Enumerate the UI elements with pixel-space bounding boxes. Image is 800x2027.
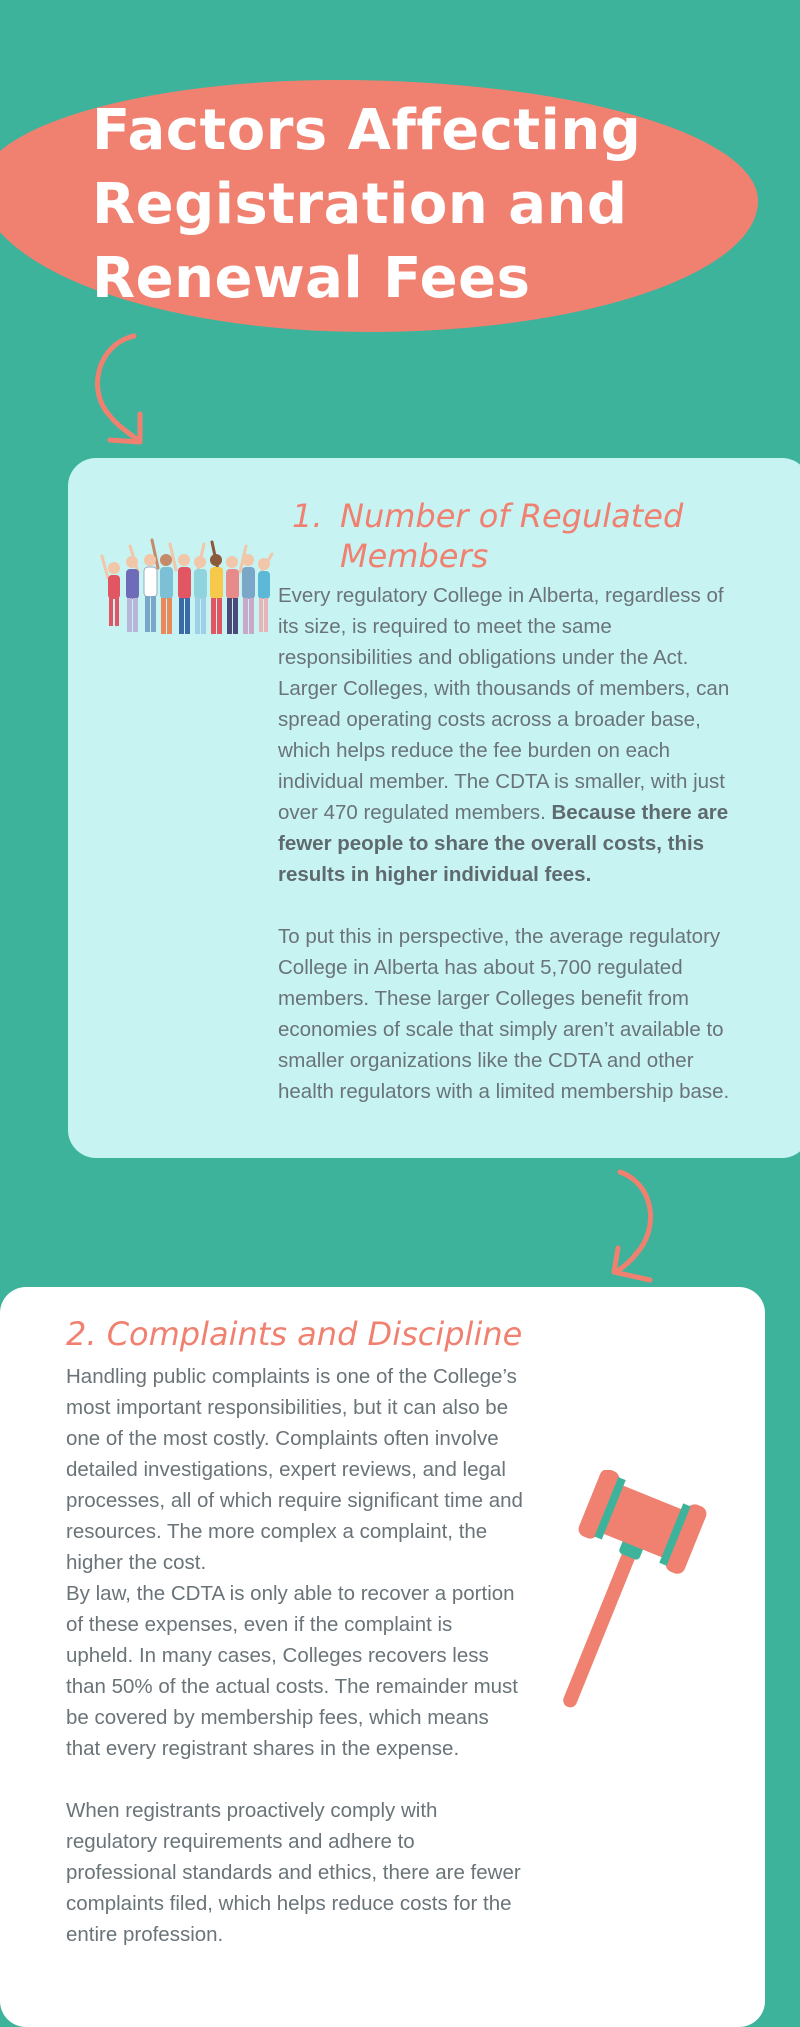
section2-paragraph2: By law, the CDTA is only able to recover a portion of these expenses, even if the complaint is upheld. In many cases, Colleges recovers less than 50% of the actual costs. The remainder must be covered by membership fees, which means that every registrant shares in the expense. bbox=[66, 1582, 519, 1760]
section1-paragraph1-bold: Because there are fewer people to share the overall costs, this results in higher individual fees. bbox=[278, 801, 729, 886]
curved-arrow-icon bbox=[610, 1168, 670, 1288]
section1-paragraph1 bbox=[278, 580, 748, 890]
section1-number: 1. bbox=[292, 497, 323, 535]
people-group-icon bbox=[100, 538, 275, 658]
section1-paragraph1-text: Every regulatory College in Alberta, regardless of its size, is required to meet the same responsibilities and obligations under the Act. Larger Colleges, with thousands of members, can spread operating costs across a broader base, which helps reduce the fee burden on each individual member. The CDTA is smaller, with just over 470 regulated members. bbox=[278, 584, 730, 824]
section2-paragraph3: When registrants proactively comply with regulatory requirements and adhere to professional standards and ethics, there are fewer complaints filed, which helps reduce costs for the entire profession. bbox=[66, 1799, 521, 1946]
section1-body bbox=[278, 580, 748, 1107]
section2-body bbox=[66, 1361, 524, 1950]
section1-heading: Number of Regulated Members bbox=[340, 497, 684, 575]
section1-paragraph2: To put this in perspective, the average regulatory College in Alberta has about 5,700 regulated members. These larger Colleges benefit from economies of scale that simply aren’t available to smaller organizations like the CDTA and other health regulators with a limited membership base. bbox=[278, 925, 730, 1103]
section2-paragraph1: Handling public complaints is one of the College’s most important responsibilities, but it can also be one of the most costly. Complaints often involve detailed investigations, expert reviews, and legal processes, all of which require significant time and resources. The more complex a complaint, the higher the cost. bbox=[66, 1365, 523, 1574]
section2-heading: 2. Complaints and Discipline bbox=[66, 1315, 523, 1353]
curved-arrow-icon bbox=[80, 330, 150, 450]
page-title: Factors Affecting Registration and Renewal Fees bbox=[92, 98, 642, 311]
gavel-icon bbox=[560, 1470, 710, 1730]
